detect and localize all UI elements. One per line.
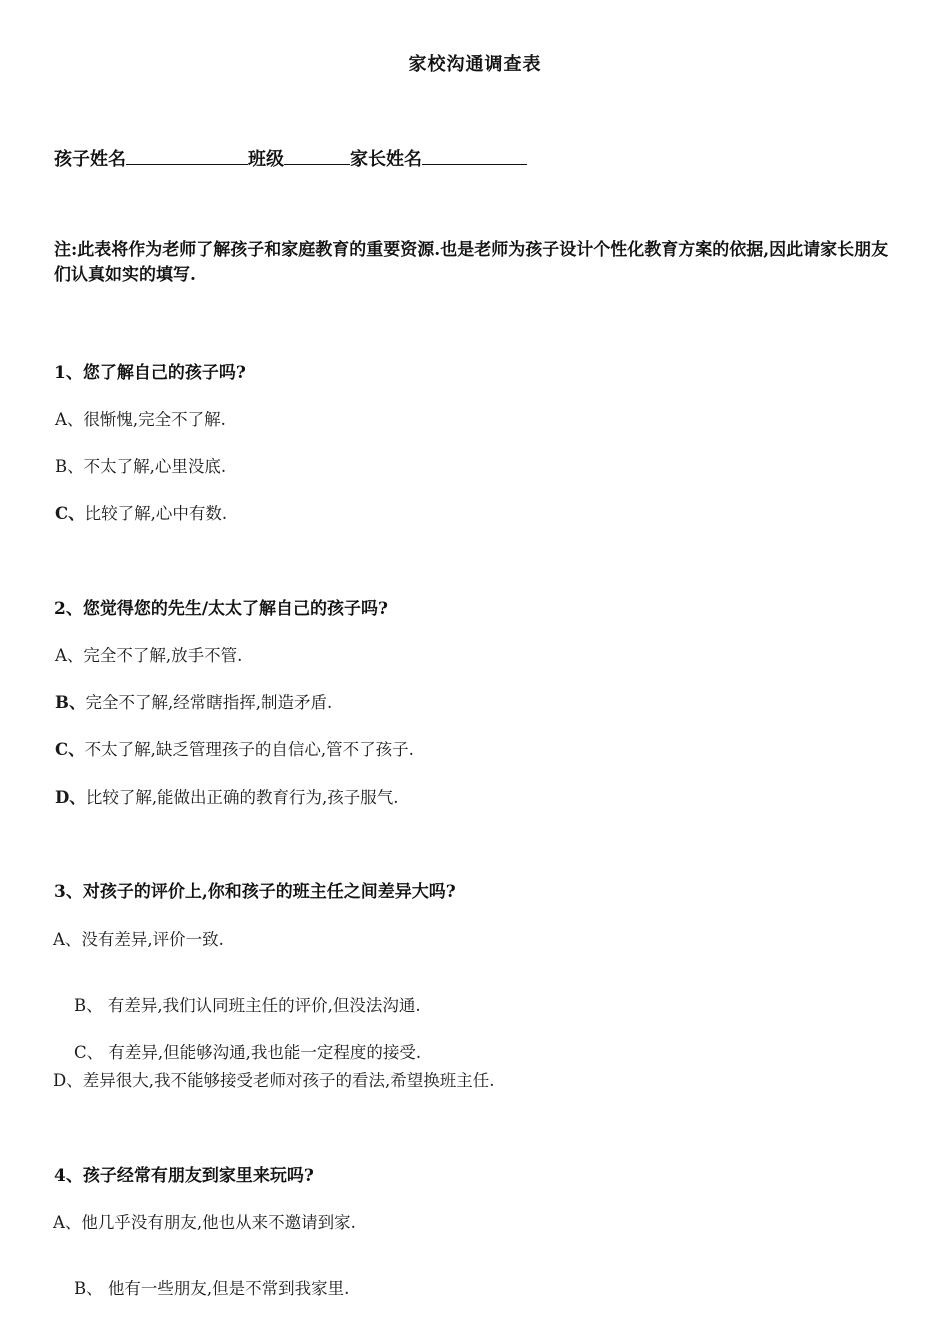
option-text: 没有差异,评价一致. xyxy=(81,930,224,949)
question-3: 3、对孩子的评价上,你和孩子的班主任之间差异大吗? xyxy=(54,882,456,902)
option-letter: A、 xyxy=(53,1213,82,1232)
option-text: 完全不了解,放手不管. xyxy=(83,646,243,665)
q2-option-c[interactable] xyxy=(55,736,414,760)
option-letter: C、 xyxy=(73,1043,104,1062)
option-text: 很惭愧,完全不了解. xyxy=(83,410,226,429)
question-1: 1、您了解自己的孩子吗? xyxy=(54,363,246,383)
option-text: 有差异,但能够沟通,我也能一定程度的接受. xyxy=(103,1043,422,1062)
option-text: 不太了解,缺乏管理孩子的自信心,管不了孩子. xyxy=(84,740,414,759)
child-name-label: 孩子姓名 xyxy=(54,149,126,170)
option-text: 他几乎没有朋友,他也从来不邀请到家. xyxy=(81,1213,356,1232)
option-letter: C、 xyxy=(55,740,85,759)
option-letter: D、 xyxy=(53,1071,83,1090)
class-blank[interactable] xyxy=(284,146,350,165)
option-letter: C、 xyxy=(55,504,85,523)
option-text: 不太了解,心里没底. xyxy=(83,457,227,476)
question-4: 4、孩子经常有朋友到家里来玩吗? xyxy=(54,1166,314,1186)
q2-option-d[interactable] xyxy=(55,784,399,808)
q1-option-c[interactable] xyxy=(55,500,227,524)
option-text: 他有一些朋友,但是不常到我家里. xyxy=(102,1279,350,1298)
parent-name-blank[interactable] xyxy=(422,146,527,165)
option-letter: B、 xyxy=(73,996,103,1015)
q1-option-a[interactable] xyxy=(55,406,226,430)
option-letter: B、 xyxy=(55,457,84,476)
option-letter: D、 xyxy=(55,788,86,807)
info-line xyxy=(54,145,527,171)
option-text: 比较了解,能做出正确的教育行为,孩子服气. xyxy=(85,788,399,807)
q2-option-b[interactable] xyxy=(55,689,332,713)
q2-option-a[interactable] xyxy=(55,642,242,666)
q4-option-b[interactable] xyxy=(53,1256,349,1318)
option-text: 比较了解,心中有数. xyxy=(84,504,228,523)
q3-option-a[interactable] xyxy=(53,926,224,950)
note-paragraph: 注:此表将作为老师了解孩子和家庭教育的重要资源.也是老师为孩子设计个性化教育方案的依据,因此请家长朋友们认真如实的填写. xyxy=(54,240,889,285)
class-label: 班级 xyxy=(248,149,284,170)
child-name-blank[interactable] xyxy=(126,146,248,165)
option-letter: A、 xyxy=(53,930,82,949)
question-2: 2、您觉得您的先生/太太了解自己的孩子吗? xyxy=(54,599,388,619)
option-letter: B、 xyxy=(73,1279,103,1298)
q3-option-d[interactable] xyxy=(53,1067,494,1091)
option-letter: B、 xyxy=(55,693,86,712)
q4-option-a[interactable] xyxy=(53,1209,356,1233)
option-letter: A、 xyxy=(55,646,84,665)
option-text: 完全不了解,经常瞎指挥,制造矛盾. xyxy=(85,693,333,712)
parent-name-label: 家长姓名 xyxy=(350,149,422,170)
document-title: 家校沟通调查表 xyxy=(408,54,542,75)
q1-option-b[interactable] xyxy=(55,453,226,477)
option-text: 有差异,我们认同班主任的评价,但没法沟通. xyxy=(102,996,421,1015)
option-letter: A、 xyxy=(55,410,84,429)
option-text: 差异很大,我不能够接受老师对孩子的看法,希望换班主任. xyxy=(82,1071,495,1090)
